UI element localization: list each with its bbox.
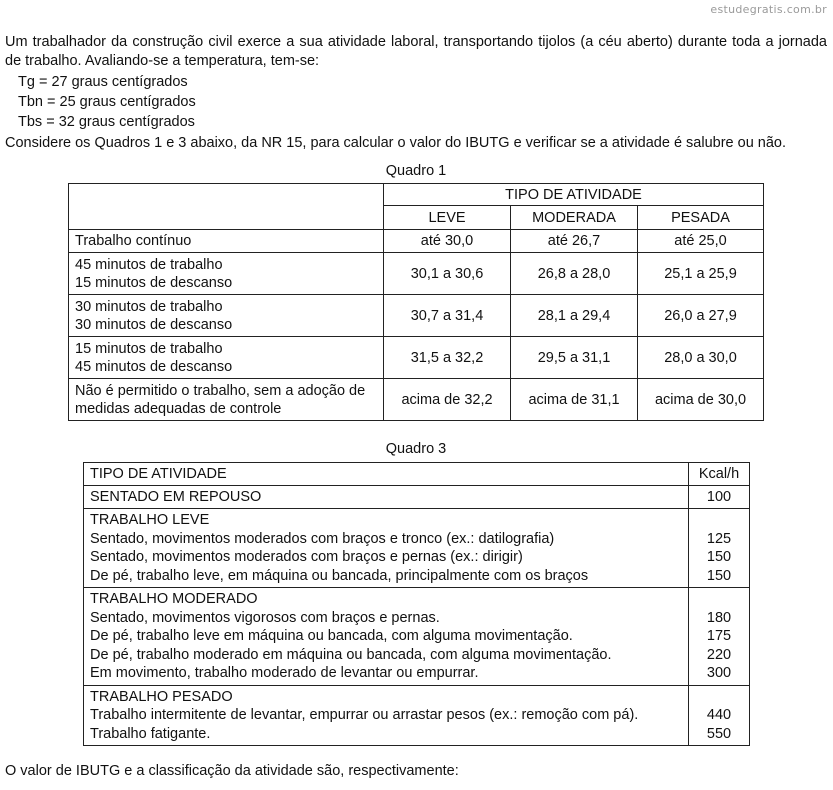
col-header: TIPO DE ATIVIDADE xyxy=(84,463,689,486)
list-item: Trabalho intermitente de levantar, empurrar ou arrastar pesos (ex.: remoção com pá). xyxy=(90,707,639,723)
table-cell xyxy=(69,184,384,230)
list-item: De pé, trabalho moderado em máquina ou bancada, com alguma movimentação. xyxy=(90,646,612,663)
group-row xyxy=(84,485,750,509)
group-cell xyxy=(84,685,689,746)
col-header: LEVE xyxy=(384,206,511,230)
kcal-value: 550 xyxy=(706,725,732,742)
temperature-list xyxy=(18,72,196,132)
watermark: estudegratis.com.br xyxy=(710,3,827,16)
table-cell: até 25,0 xyxy=(638,230,764,253)
row-label-line: 15 minutos de descanso xyxy=(75,274,233,291)
temp-tg: Tg = 27 graus centígrados xyxy=(18,74,188,90)
temp-tbn: Tbn = 25 graus centígrados xyxy=(18,94,196,110)
instruction-text: Considere os Quadros 1 e 3 abaixo, da NR 15, para calcular o valor do IBUTG e verificar se a atividade é salubre ou não. xyxy=(5,135,787,151)
group-values xyxy=(689,685,750,746)
quadro3-table xyxy=(83,462,750,746)
row-label xyxy=(69,379,384,421)
group-values xyxy=(689,509,750,588)
list-item: De pé, trabalho leve, em máquina ou bancada, principalmente com os braços xyxy=(90,567,589,584)
list-item: Trabalho fatigante. xyxy=(90,725,211,742)
row-label-line: 15 minutos de trabalho xyxy=(75,340,223,357)
table-cell: até 26,7 xyxy=(511,230,638,253)
kcal-value: 150 xyxy=(706,567,732,584)
table-row xyxy=(69,253,764,295)
question-text: O valor de IBUTG e a classificação da atividade são, respectivamente: xyxy=(5,763,459,779)
row-label: Trabalho contínuo xyxy=(69,230,384,253)
row-label xyxy=(69,337,384,379)
table-cell: 30,7 a 31,4 xyxy=(384,295,511,337)
quadro3-caption: Quadro 3 xyxy=(385,441,447,457)
row-label-line: 45 minutos de trabalho xyxy=(75,256,223,273)
row-label-line: medidas adequadas de controle xyxy=(75,400,282,417)
list-item: Sentado, movimentos moderados com braços e tronco (ex.: datilografia) xyxy=(90,530,555,547)
table-row xyxy=(69,295,764,337)
group-values xyxy=(689,588,750,686)
table-cell: 29,5 a 31,1 xyxy=(511,337,638,379)
row-label xyxy=(69,253,384,295)
col-header: Kcal/h xyxy=(689,463,750,486)
table-cell: 30,1 a 30,6 xyxy=(384,253,511,295)
table-row xyxy=(84,463,750,486)
kcal-value: 125 xyxy=(706,530,732,547)
row-label-line: 30 minutos de trabalho xyxy=(75,298,223,315)
table-cell: 26,8 a 28,0 xyxy=(511,253,638,295)
row-label-line: 45 minutos de descanso xyxy=(75,358,233,375)
table-row xyxy=(69,230,764,253)
kcal-value: 220 xyxy=(706,646,732,663)
group-row xyxy=(84,588,750,686)
table-cell: acima de 32,2 xyxy=(384,379,511,421)
list-item: Em movimento, trabalho moderado de levantar ou empurrar. xyxy=(90,665,479,681)
group-header: TIPO DE ATIVIDADE xyxy=(384,184,764,206)
table-cell: 25,1 a 25,9 xyxy=(638,253,764,295)
kcal-value: 440 xyxy=(706,707,732,723)
row-label-line: Não é permitido o trabalho, sem a adoção de xyxy=(75,382,366,399)
group-row xyxy=(84,509,750,588)
table-cell: 28,1 a 29,4 xyxy=(511,295,638,337)
kcal-value: 100 xyxy=(689,485,750,509)
group-cell xyxy=(84,509,689,588)
kcal-value: 175 xyxy=(706,628,732,644)
list-item: Sentado, movimentos vigorosos com braços e pernas. xyxy=(90,609,440,626)
row-label-line: 30 minutos de descanso xyxy=(75,316,233,333)
temp-tbs: Tbs = 32 graus centígrados xyxy=(18,114,195,130)
table-cell: acima de 31,1 xyxy=(511,379,638,421)
col-header: PESADA xyxy=(638,206,764,230)
table-cell: 28,0 a 30,0 xyxy=(638,337,764,379)
intro-paragraph: Um trabalhador da construção civil exerce a sua atividade laboral, transportando tijolos (a céu aberto) durante toda a jornada de trabalho. Avaliando-se a temperatura, tem-se: xyxy=(5,34,827,69)
table-row xyxy=(69,379,764,421)
group-title: TRABALHO MODERADO xyxy=(90,591,258,607)
quadro1-table xyxy=(68,183,764,421)
group-cell xyxy=(84,588,689,686)
row-label xyxy=(69,295,384,337)
kcal-value: 300 xyxy=(706,665,732,681)
kcal-value: 150 xyxy=(706,549,732,565)
list-item: De pé, trabalho leve em máquina ou bancada, com alguma movimentação. xyxy=(90,628,573,644)
table-row xyxy=(69,337,764,379)
table-row xyxy=(69,184,764,206)
col-header: MODERADA xyxy=(511,206,638,230)
quadro1-caption: Quadro 1 xyxy=(385,163,447,179)
group-title: SENTADO EM REPOUSO xyxy=(84,485,689,509)
table-cell: até 30,0 xyxy=(384,230,511,253)
kcal-value: 180 xyxy=(706,609,732,626)
group-row xyxy=(84,685,750,746)
group-title: TRABALHO PESADO xyxy=(90,688,233,705)
group-title: TRABALHO LEVE xyxy=(90,512,210,528)
list-item: Sentado, movimentos moderados com braços e pernas (ex.: dirigir) xyxy=(90,549,523,565)
table-cell: acima de 30,0 xyxy=(638,379,764,421)
table-cell: 31,5 a 32,2 xyxy=(384,337,511,379)
table-cell: 26,0 a 27,9 xyxy=(638,295,764,337)
